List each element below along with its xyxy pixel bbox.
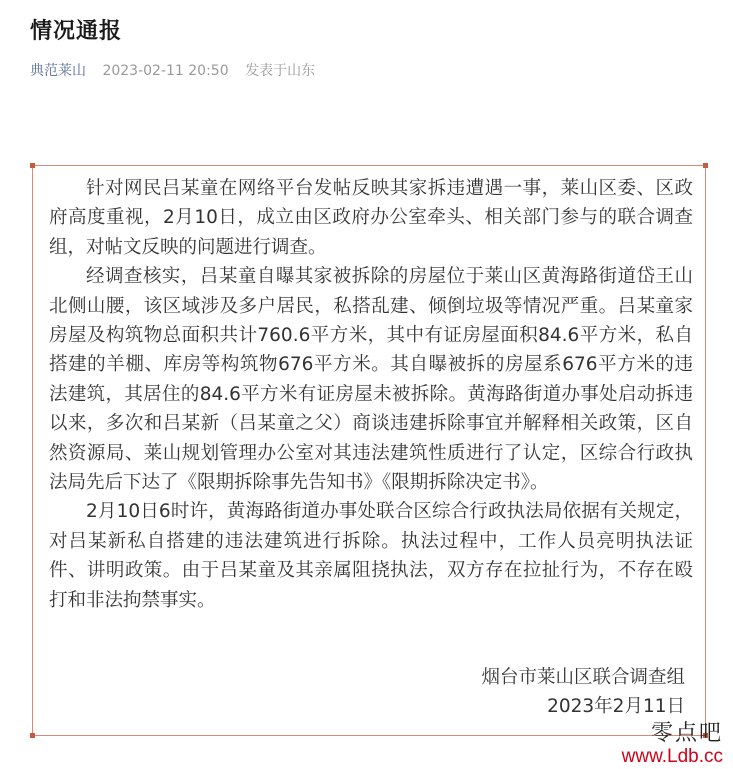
- frame-corner-marker: [30, 163, 35, 168]
- publish-datetime: 2023-02-11 20:50: [102, 63, 229, 79]
- notice-signature-block: [481, 663, 685, 721]
- notice-frame: [32, 165, 706, 736]
- notice-paragraph-1: 针对网民吕某童在网络平台发帖反映其家拆违遭遇一事，莱山区委、区政府高度重视，2月10日，成立由区政府办公室牵头、相关部门参与的联合调查组，对帖文反映的问题进行调查。: [49, 178, 693, 258]
- frame-corner-marker: [30, 733, 35, 738]
- notice-paragraph-2: 经调查核实，吕某童自曝其家被拆除的房屋位于莱山区黄海路街道岱王山北侧山腰，该区域涉及多户居民，私搭乱建、倾倒垃圾等情况严重。吕某童家房屋及构筑物总面积共计760.6平方米，其中有证房屋面积84.6平方米，私自搭建的羊棚、库房等构筑物676平方米。其自曝被拆的房屋系676平方米的违法建筑，其居住的84.6平方米有证房屋未被拆除。黄海路街道办事处启动拆违以来，多次和吕某新（吕某童之父）商谈违建拆除事宜并解释相关政策，区自然资源局、莱山规划管理办公室对其违法建筑性质进行了认定，区综合行政执法局先后下达了《限期拆除事先告知书》《限期拆除决定书》。: [49, 266, 693, 494]
- watermark-name: 零点吧: [650, 721, 723, 746]
- notice-date: 2023年2月11日: [547, 696, 685, 717]
- notice-signature: 烟台市莱山区联合调查组: [481, 667, 685, 688]
- notice-body: [49, 174, 693, 615]
- frame-corner-marker: [703, 163, 708, 168]
- notice-paragraph-3: 2月10日6时许，黄海路街道办事处联合区综合行政执法局依据有关规定，对吕某新私自搭建的违法建筑进行拆除。执法过程中，工作人员亮明执法证件、讲明政策。由于吕某童及其亲属阻挠执法，双方存在拉扯行为，不存在殴打和非法拘禁事实。: [49, 501, 693, 611]
- account-name-link[interactable]: 典范莱山: [30, 63, 86, 79]
- publish-location: 发表于山东: [245, 63, 316, 79]
- watermark-url: www.Ldb.cc: [621, 746, 723, 767]
- article-title: 情况通报: [30, 19, 123, 44]
- watermark: [622, 722, 723, 768]
- article-meta: [30, 60, 315, 80]
